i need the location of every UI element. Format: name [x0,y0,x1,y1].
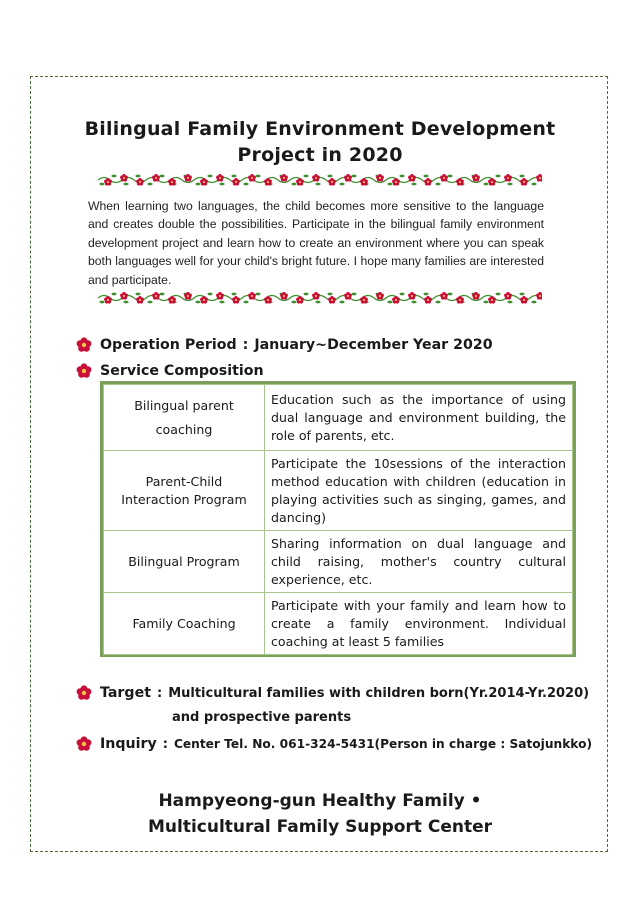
intro-paragraph: When learning two languages, the child becomes more sensitive to the language and creates double the possibilities. Participate in the bilingual family environment development project and learn how to create an environment where you can speak both languages well for your child's bright future. I hope many families are interested and participate. [88,199,544,287]
table-row [104,531,573,593]
table-row [104,451,573,531]
operation-label: Operation Period [100,337,237,353]
table-row [104,385,573,451]
service-name: Family Coaching [104,593,265,655]
inquiry-label: Inquiry [100,736,157,752]
footer-organization [60,788,580,840]
service-name: Bilingual parent coaching [104,385,265,451]
service-table [100,381,576,657]
target-value: Multicultural families with children born(Yr.2014-Yr.2020) [168,685,590,701]
target-row: Target : Multicultural families with children born(Yr.2014-Yr.2020) [76,683,589,703]
red-flower-icon [76,685,92,701]
flower-vine-divider-bottom [98,291,542,305]
page-title [60,116,580,168]
target-value-continued: and prospective parents [172,710,352,725]
service-desc: Sharing information on dual language and child raising, mother's country cultural experience, etc. [265,531,573,593]
flower-vine-divider-top [98,173,542,187]
target-label: Target [100,685,151,701]
service-desc: Education such as the importance of using dual language and environment building, the role of parents, etc. [265,385,573,451]
inquiry-row: Inquiry : Center Tel. No. 061-324-5431(Person in charge : Satojunkko) [76,734,592,754]
footer-line-2: Multicultural Family Support Center [147,817,493,837]
table-row [104,593,573,655]
inquiry-value: Center Tel. No. 061-324-5431(Person in charge : Satojunkko) [173,737,593,751]
service-desc: Participate the 10sessions of the interaction method education with children (education in playing activities such as singing, games, and dancing) [265,451,573,531]
red-flower-icon [76,363,92,379]
service-name: Parent-Child Interaction Program [104,451,265,531]
operation-value: January~December Year 2020 [254,337,493,353]
service-composition-row [76,361,264,381]
service-label: Service Composition [100,363,264,379]
title-line-1: Bilingual Family Environment Development [84,118,556,140]
service-name: Bilingual Program [104,531,265,593]
red-flower-icon [76,337,92,353]
red-flower-icon [76,736,92,752]
footer-line-1: Hampyeong-gun Healthy Family • [158,791,482,811]
operation-period-row: Operation Period : January~December Year 2020 [76,335,493,355]
title-line-2: Project in 2020 [237,144,403,166]
service-desc: Participate with your family and learn how to create a family environment. Individual coaching at least 5 families [265,593,573,655]
